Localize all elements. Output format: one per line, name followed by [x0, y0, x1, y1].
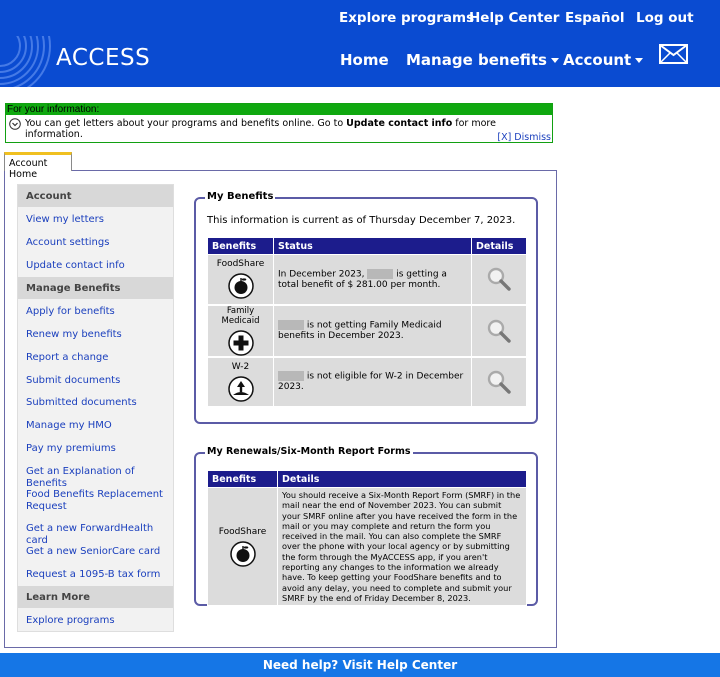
- explore-programs-link[interactable]: Explore programs: [339, 10, 475, 26]
- chevron-down-icon: [551, 58, 559, 63]
- sidebar-section-manage-benefits: Manage Benefits: [18, 277, 173, 299]
- logout-link[interactable]: Log out: [636, 10, 694, 26]
- col-status: Status: [274, 238, 472, 255]
- sidebar-item-report-change[interactable]: Report a change: [26, 352, 109, 363]
- sidebar-item-forwardhealth-card[interactable]: Get a new ForwardHealth card: [26, 523, 154, 546]
- benefits-current-date: This information is current as of Thursday December 7, 2023.: [207, 215, 516, 226]
- info-heading: For your information:: [6, 104, 552, 115]
- info-message-tail: for more information.: [25, 118, 496, 140]
- apple-icon: [228, 273, 254, 299]
- info-message: [25, 118, 552, 140]
- nav-account[interactable]: [563, 51, 643, 69]
- sidebar-item-seniorcare-card[interactable]: Get a new SeniorCare card: [26, 546, 161, 557]
- utility-bar: [0, 0, 720, 36]
- status-text: In December 2023,: [278, 269, 368, 280]
- sidebar-item-account-settings[interactable]: Account settings: [26, 237, 110, 248]
- col-details: Details: [278, 471, 527, 488]
- program-name: FoodShare: [218, 526, 267, 537]
- nav-home[interactable]: Home: [340, 51, 389, 69]
- renewals-legend: My Renewals/Six-Month Report Forms: [207, 446, 411, 457]
- nav-manage-label: Manage benefits: [406, 51, 547, 69]
- my-benefits-legend: My Benefits: [207, 191, 274, 202]
- table-row: [208, 255, 527, 305]
- program-name: Family Medicaid: [221, 305, 260, 326]
- dismiss-link[interactable]: [X] Dismiss: [497, 132, 551, 143]
- sidebar-item-explanation-of-benefits[interactable]: Get an Explanation of Benefits: [26, 466, 135, 489]
- program-name: FoodShare: [216, 259, 265, 270]
- renewals-box: [194, 446, 538, 606]
- sidebar-item-update-contact-info[interactable]: Update contact info: [26, 260, 125, 271]
- sidebar-item-renew-benefits[interactable]: Renew my benefits: [26, 329, 122, 340]
- chevron-down-circle-icon: [9, 118, 21, 130]
- sidebar-item-manage-hmo[interactable]: Manage my HMO: [26, 420, 112, 431]
- program-name: W-2: [231, 361, 250, 372]
- col-details: Details: [472, 238, 527, 255]
- sidebar-section-learn-more: Learn More: [18, 586, 173, 608]
- language-link[interactable]: Español: [565, 10, 625, 26]
- magnifier-icon[interactable]: [486, 318, 512, 344]
- renewal-details-cell: You should receive a Six-Month Report Form (SMRF) in the mail near the end of November 2023. You can submit your SMRF online after you have received the form in the mail or you may complete and return the form you received in the mail. You can also complete the SMRF over the phone with your local agency or by submitting the form through the MyACCESS app, if you aren't reporting any changes to the information we already have. To keep getting your FoodShare benefits and to avoid any delay, you need to complete and submit your SMRF by the end of Friday December 8, 2023.: [278, 488, 527, 607]
- renewals-table-header: [208, 471, 527, 488]
- benefit-details-cell: [472, 357, 527, 407]
- sidebar-item-view-letters[interactable]: View my letters: [26, 214, 104, 225]
- benefit-details-cell: [472, 305, 527, 357]
- table-row: [208, 305, 527, 357]
- my-benefits-box: [194, 191, 538, 424]
- status-text: is not eligible for W-2 in December 2023.: [278, 371, 464, 392]
- magnifier-icon[interactable]: [486, 266, 512, 292]
- benefit-program-cell: [208, 305, 274, 357]
- status-text: is getting a total benefit of $ 281.00 per month.: [278, 269, 447, 290]
- benefit-status-cell: [274, 357, 472, 407]
- benefit-status-cell: [274, 255, 472, 305]
- brand-logo[interactable]: ACCESS: [56, 45, 151, 71]
- mail-icon[interactable]: [659, 44, 688, 64]
- col-benefits: Benefits: [208, 238, 274, 255]
- redacted-name: [367, 269, 393, 279]
- nav-manage-benefits[interactable]: [406, 51, 559, 69]
- benefit-program-cell: [208, 357, 274, 407]
- renewals-table: [207, 470, 527, 607]
- help-center-link[interactable]: Help Center: [469, 10, 560, 26]
- benefits-table-header: [208, 238, 527, 255]
- magnifier-icon[interactable]: [486, 369, 512, 395]
- chevron-down-icon: [635, 58, 643, 63]
- apple-icon: [230, 541, 256, 567]
- info-banner: [5, 103, 553, 143]
- sidebar: [17, 184, 174, 632]
- sidebar-item-food-benefits-replacement[interactable]: Food Benefits Replacement Request: [26, 489, 163, 512]
- sidebar-item-submitted-documents[interactable]: Submitted documents: [26, 397, 137, 408]
- sidebar-item-submit-documents[interactable]: Submit documents: [26, 375, 121, 386]
- redacted-name: [278, 320, 304, 330]
- redacted-name: [278, 371, 304, 381]
- sidebar-item-1095b-form[interactable]: Request a 1095-B tax form: [26, 569, 161, 580]
- growth-arrow-icon: [228, 376, 254, 402]
- renewal-program-cell: [208, 488, 278, 607]
- update-contact-info-link[interactable]: Update contact info: [346, 118, 453, 129]
- table-row: [208, 488, 527, 607]
- main-header: [0, 36, 720, 87]
- medical-cross-icon: [228, 330, 254, 356]
- info-message-text: You can get letters about your programs and benefits online. Go to: [25, 118, 347, 129]
- sidebar-item-apply-for-benefits[interactable]: Apply for benefits: [26, 306, 115, 317]
- nav-account-label: Account: [563, 51, 632, 69]
- sidebar-section-account: Account: [18, 185, 173, 207]
- col-benefits: Benefits: [208, 471, 278, 488]
- status-text: is not getting Family Medicaid benefits in December 2023.: [278, 320, 442, 341]
- benefits-table: [207, 237, 527, 408]
- benefit-program-cell: [208, 255, 274, 305]
- benefit-details-cell: [472, 255, 527, 305]
- sidebar-item-explore-programs[interactable]: Explore programs: [26, 615, 115, 626]
- benefit-status-cell: [274, 305, 472, 357]
- tab-account-home[interactable]: Account Home: [4, 152, 72, 171]
- table-row: [208, 357, 527, 407]
- footer-help[interactable]: Need help? Visit Help Center: [0, 653, 720, 677]
- sidebar-item-pay-premiums[interactable]: Pay my premiums: [26, 443, 116, 454]
